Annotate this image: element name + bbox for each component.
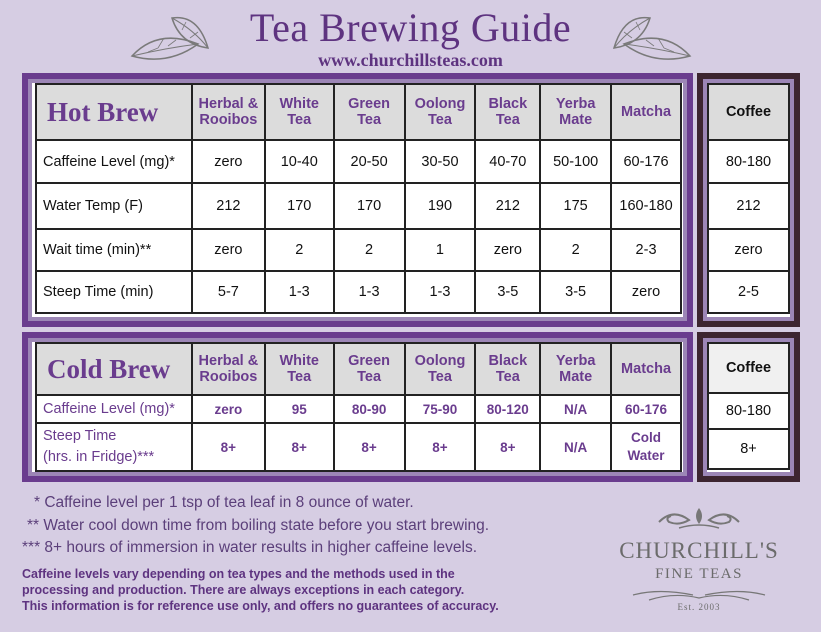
- table-cell: 170: [334, 183, 405, 229]
- table-cell: 80-120: [475, 395, 540, 423]
- row-label: Steep Time (min): [36, 271, 192, 313]
- logo-name: CHURCHILL'S: [619, 538, 779, 563]
- table-cell: zero: [192, 229, 265, 271]
- disclaimer: [22, 566, 499, 614]
- table-cell: 8+: [192, 423, 265, 471]
- coffee-header: Coffee: [708, 84, 789, 140]
- table-cell: 8+: [334, 423, 405, 471]
- table-row: [36, 183, 681, 229]
- table-cell: 95: [265, 395, 334, 423]
- table-cell: 160-180: [611, 183, 681, 229]
- table-cell: 1-3: [405, 271, 476, 313]
- column-header-oolong: Oolong Tea: [405, 343, 476, 395]
- table-cell: 2-5: [708, 271, 789, 313]
- table-cell: zero: [192, 395, 265, 423]
- column-header-oolong: Oolong Tea: [405, 84, 476, 140]
- hot-brew-heading: Hot Brew: [36, 84, 192, 140]
- tea-leaf-right-icon: [604, 8, 694, 64]
- column-header-matcha: Matcha: [611, 343, 681, 395]
- footnote: ** Water cool down time from boiling state before you start brewing.: [27, 516, 490, 534]
- table-cell: 212: [708, 183, 789, 229]
- cold-coffee-table: [707, 342, 790, 470]
- table-cell: 2: [334, 229, 405, 271]
- table-row: [36, 140, 681, 183]
- footnote: * Caffeine level per 1 tsp of tea leaf in 8 ounce of water.: [34, 494, 414, 511]
- table-cell: zero: [192, 140, 265, 183]
- column-header-herbal: Herbal & Rooibos: [192, 343, 265, 395]
- table-row: [36, 395, 681, 423]
- logo-subtitle: FINE TEAS: [655, 566, 743, 582]
- column-header-green: Green Tea: [334, 84, 405, 140]
- table-row: [36, 271, 681, 313]
- table-cell: 212: [192, 183, 265, 229]
- table-cell: 170: [265, 183, 334, 229]
- table-cell: 30-50: [405, 140, 476, 183]
- table-cell: 5-7: [192, 271, 265, 313]
- row-label: Wait time (min)**: [36, 229, 192, 271]
- column-header-black: Black Tea: [475, 84, 540, 140]
- table-cell: 40-70: [475, 140, 540, 183]
- page-title: Tea Brewing Guide: [249, 5, 572, 50]
- cold-brew-table: [35, 342, 682, 472]
- table-cell: 60-176: [611, 395, 681, 423]
- table-cell: 2: [265, 229, 334, 271]
- column-header-herbal: Herbal & Rooibos: [192, 84, 265, 140]
- row-label: Water Temp (F): [36, 183, 192, 229]
- table-cell: 8+: [475, 423, 540, 471]
- column-header-yerba: Yerba Mate: [540, 343, 611, 395]
- table-cell: N/A: [540, 395, 611, 423]
- hot-coffee-table: [707, 83, 790, 314]
- column-header-yerba: Yerba Mate: [540, 84, 611, 140]
- table-cell: 8+: [265, 423, 334, 471]
- table-cell: zero: [611, 271, 681, 313]
- tea-leaf-left-icon: [128, 8, 218, 64]
- table-cell: zero: [475, 229, 540, 271]
- column-header-white: White Tea: [265, 343, 334, 395]
- ornament-divider-icon: [629, 588, 769, 602]
- disclaimer-line: Caffeine levels vary depending on tea types and the methods used in the: [22, 567, 455, 581]
- table-cell: 20-50: [334, 140, 405, 183]
- table-cell: 2: [540, 229, 611, 271]
- column-header-white: White Tea: [265, 84, 334, 140]
- website-url[interactable]: www.churchillsteas.com: [318, 50, 503, 70]
- table-cell: 50-100: [540, 140, 611, 183]
- table-cell: 1-3: [334, 271, 405, 313]
- table-cell: 1-3: [265, 271, 334, 313]
- column-header-black: Black Tea: [475, 343, 540, 395]
- footnotes: [22, 492, 489, 560]
- table-cell: 2-3: [611, 229, 681, 271]
- table-cell: 3-5: [540, 271, 611, 313]
- disclaimer-line: processing and production. There are always exceptions in each category.: [22, 583, 465, 597]
- ornament-icon: [649, 504, 749, 534]
- table-cell: 60-176: [611, 140, 681, 183]
- table-row: [36, 229, 681, 271]
- table-cell: 8+: [708, 429, 789, 469]
- column-header-matcha: Matcha: [611, 84, 681, 140]
- churchills-logo: [598, 502, 800, 622]
- cold-brew-heading: Cold Brew: [36, 343, 192, 395]
- table-cell: zero: [708, 229, 789, 271]
- footnote: *** 8+ hours of immersion in water results in higher caffeine levels.: [22, 539, 478, 556]
- disclaimer-line: This information is for reference use only, and offers no guarantees of accuracy.: [22, 599, 499, 613]
- hot-brew-table: [35, 83, 682, 314]
- table-cell: 212: [475, 183, 540, 229]
- logo-established: Est. 2003: [677, 602, 721, 612]
- table-cell: 190: [405, 183, 476, 229]
- column-header-green: Green Tea: [334, 343, 405, 395]
- row-label: Caffeine Level (mg)*: [36, 140, 192, 183]
- row-label: Caffeine Level (mg)*: [36, 395, 192, 423]
- row-label: Steep Time (hrs. in Fridge)***: [36, 423, 192, 471]
- table-cell: 80-90: [334, 395, 405, 423]
- table-cell: 80-180: [708, 140, 789, 183]
- table-cell: 10-40: [265, 140, 334, 183]
- table-cell: N/A: [540, 423, 611, 471]
- table-cell: 80-180: [708, 393, 789, 429]
- table-cell: 8+: [405, 423, 476, 471]
- table-cell: 3-5: [475, 271, 540, 313]
- coffee-header: Coffee: [708, 343, 789, 393]
- table-row: [36, 423, 681, 471]
- table-cell: Cold Water: [611, 423, 681, 471]
- table-cell: 1: [405, 229, 476, 271]
- table-cell: 75-90: [405, 395, 476, 423]
- table-cell: 175: [540, 183, 611, 229]
